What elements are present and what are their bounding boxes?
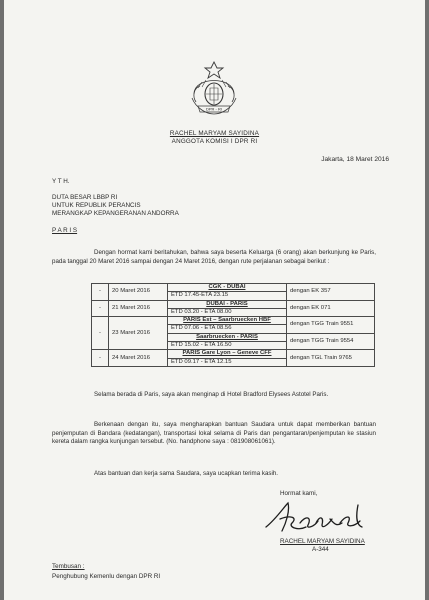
emblem-label: DPR - RI [206,106,222,112]
route-times: ETD 03.20 - ETA 08.00 [168,308,287,316]
route-times: ETD 07.06 - ETA 08.56 [168,325,287,333]
body-paragraph-1: Dengan hormat kami beritahukan, bahwa saya beserta Keluarga (6 orang) akan berkunjung ke Paris, pada tanggal 20 Maret 2016 sampai dengan 24 Maret 2016, dengan rute perjalanan sebagai berikut : [52,249,376,265]
itinerary-table [91,283,375,367]
row-marker: - [92,350,109,367]
body-paragraph-3: Berkenaan dengan itu, saya mengharapkan bantuan Saudara untuk dapat memberikan bantuan penjemputan di Bandara (kedatangan), transportasi lokal selama di Paris dan pengantaran/penjemputan ke stasiun kereta dalam rangka kunjungan tersebut. (No. handphone saya : 081908061061). [52,421,376,446]
row-marker: - [92,284,109,301]
transport: dengan TGL Train 9765 [287,350,375,367]
greeting: Y T H. [52,178,70,185]
table-row [92,300,375,308]
route: CGK - DUBAI [168,284,287,292]
closing-name: RACHEL MARYAM SAYIDINA [280,538,365,545]
letter-date: Jakarta, 18 Maret 2016 [321,156,389,163]
table-row [92,317,375,325]
travel-date: 21 Maret 2016 [109,300,168,317]
route-times: ETD 17.45-ETA 23.15 [168,292,287,300]
table-row [92,350,375,358]
travel-date: 20 Maret 2016 [109,284,168,301]
travel-date: 24 Maret 2016 [109,350,168,367]
route: DUBAI - PARIS [168,300,287,308]
row-marker: - [92,317,109,350]
body-paragraph-4: Atas bantuan dan kerja sama Saudara, saya ucapkan terima kasih. [94,470,279,477]
recipient-line-1: DUTA BESAR LBBP RI [52,194,118,201]
cc-recipient: Penghubung Kemenlu dengan DPR RI [52,573,161,580]
recipient-line-3: MERANGKAP KEPANGERANAN ANDORRA [52,210,179,217]
recipient-city: P A R I S [52,227,78,234]
cc-label: Tembusan : [52,563,85,570]
body-paragraph-2: Selama berada di Paris, saya akan menginap di Hotel Bradford Elysees Astotel Paris. [94,391,329,398]
sender-name: RACHEL MARYAM SAYIDINA [169,130,260,137]
travel-date: 23 Maret 2016 [109,317,168,350]
member-code: A-344 [312,546,329,553]
transport: dengan EK 071 [287,300,375,317]
route-times: ETD 09.17 - ETA 12.15 [168,358,287,366]
route-times: ETD 15.02 - ETA 16.50 [168,342,287,350]
transport: dengan TGG Train 9551 [287,317,375,334]
signature-icon [262,497,367,539]
table-row [92,284,375,292]
sender-role: ANGGOTA KOMISI I DPR RI [171,138,258,145]
row-marker: - [92,300,109,317]
recipient-line-2: UNTUK REPUBLIK PERANCIS [52,202,141,209]
transport: dengan EK 357 [287,284,375,301]
dpr-emblem-icon [186,58,242,120]
route: PARIS Est – Saarbruecken HBF [168,317,287,325]
closing-salutation: Hormat kami, [280,490,318,497]
route: Saarbruecken - PARIS [168,333,287,341]
route: PARIS Gare Lyon – Geneve CFF [168,350,287,358]
transport: dengan TGG Train 9554 [287,333,375,350]
